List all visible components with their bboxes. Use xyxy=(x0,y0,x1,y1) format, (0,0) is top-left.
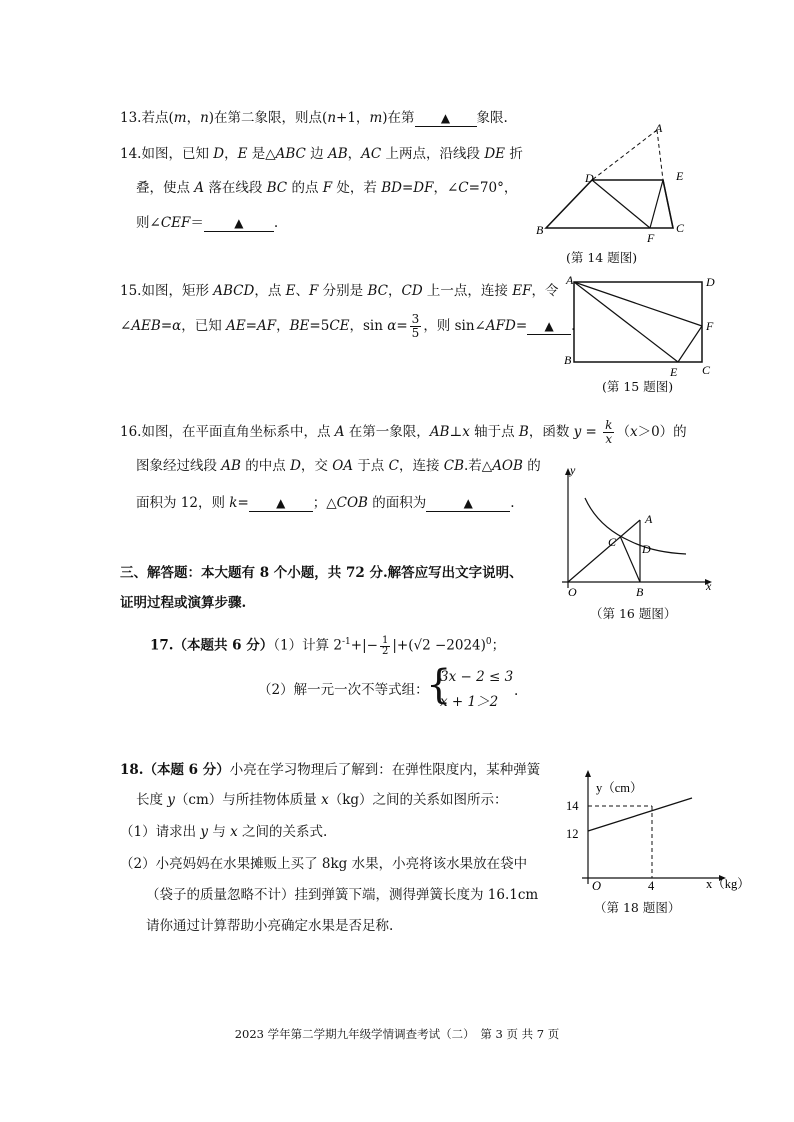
inequality-1: 3x − 2 ≤ 3 xyxy=(440,669,514,685)
question-18-part1: （1）请求出 y 与 x 之间的关系式. xyxy=(120,824,328,840)
fig18-tick-12: 12 xyxy=(566,827,579,841)
fraction-k-x: $\frac{k}{x}$ xyxy=(605,418,613,446)
fig14-label-D: D xyxy=(585,171,594,185)
answer-blank xyxy=(204,215,274,232)
question-17-part1: 17.（本题共 6 分）（1）计算 $2^{-1}+|-$ $\frac{1}{2}$ $|+(√2 -2024)^0$； xyxy=(150,634,506,657)
question-18-part2-line1: （2）小亮妈妈在水果摊贩上买了 8kg 水果，小亮将该水果放在袋中 xyxy=(120,856,528,872)
triangle-marker: ▲ xyxy=(544,319,554,333)
fig18-tick-14: 14 xyxy=(566,799,579,813)
figure-16 xyxy=(548,462,723,602)
answer-blank xyxy=(426,495,510,512)
question-18-part2-line2: （袋子的质量忽略不计）挂到弹簧下端，测得弹簧长度为 16.1cm xyxy=(146,887,539,903)
fig18-tick-4: 4 xyxy=(648,879,655,893)
fraction-1-2: $\frac{1}{2}$ xyxy=(381,634,389,657)
fig16-label-O: O xyxy=(568,585,577,599)
fig14-label-A: A xyxy=(655,121,663,135)
question-16-line3: 面积为 12，则 k= ▲ ；△COB 的面积为 ▲ . xyxy=(136,495,515,511)
fig16-label-y: y xyxy=(570,463,576,477)
fig14-label-F: F xyxy=(647,231,655,245)
fig14-label-B: B xyxy=(536,223,544,237)
answer-blank xyxy=(415,110,477,127)
fig14-label-C: C xyxy=(676,221,685,235)
fig15-label-D: D xyxy=(706,275,715,289)
question-15-line1: 15.如图，矩形 ABCD，点 E、F 分别是 BC，CD 上一点，连接 EF，令 xyxy=(120,283,559,299)
triangle-marker: ▲ xyxy=(440,111,451,125)
fig15-label-F: F xyxy=(706,319,714,333)
question-13: 13.若点(m，n)在第二象限，则点(n+1，m)在第 ▲ 象限. xyxy=(120,110,508,126)
figure-18-caption: （第 18 题图） xyxy=(594,900,681,915)
question-14-line3: 则∠CEF＝ ▲ . xyxy=(136,215,279,231)
question-16-line1: 16.如图，在平面直角坐标系中，点 A 在第一象限，AB⊥x 轴于点 B，函数 y = $\frac{k}{x}$ （x＞0）的 xyxy=(120,418,687,446)
triangle-marker: ▲ xyxy=(463,496,473,510)
fig16-label-B: B xyxy=(636,585,644,599)
triangle-marker: ▲ xyxy=(276,496,286,510)
section-3-heading: 三、解答题：本大题有 8 个小题，共 72 分.解答应写出文字说明、 xyxy=(120,565,523,581)
fig16-label-x: x xyxy=(706,579,712,593)
fig15-label-C: C xyxy=(702,363,711,377)
fig15-label-B: B xyxy=(564,353,572,367)
inequality-brace: { xyxy=(426,662,452,708)
figure-18-graph xyxy=(556,766,756,896)
fig16-label-D: D xyxy=(642,542,651,556)
question-14-line2: 叠，使点 A 落在线段 BC 的点 F 处，若 BD=DF，∠C=70°， xyxy=(136,180,518,196)
question-18-line2: 长度 y（cm）与所挂物体质量 x（kg）之间的关系如图所示： xyxy=(136,792,508,808)
question-16-line2: 图象经过线段 AB 的中点 D，交 OA 于点 C，连接 CB.若△AOB 的 xyxy=(136,458,541,474)
inequality-period: . xyxy=(514,683,519,699)
fig16-label-A: A xyxy=(645,512,653,526)
question-14-line1: 14.如图，已知 D，E 是△ABC 边 AB，AC 上两点，沿线段 DE 折 xyxy=(120,146,523,162)
fig15-label-A: A xyxy=(566,273,574,287)
fig18-xlabel: x（kg） xyxy=(706,877,750,891)
section-3-heading-cont: 证明过程或演算步骤. xyxy=(120,595,247,611)
figure-15-caption: (第 15 题图) xyxy=(602,379,674,394)
question-17-part2: （2）解一元一次不等式组： xyxy=(258,682,429,698)
question-18-part2-line3: 请你通过计算帮助小亮确定水果是否足称. xyxy=(146,918,394,934)
figure-14-caption: (第 14 题图) xyxy=(566,250,638,265)
page-footer: 2023 学年第二学期九年级学情调查考试（二） 第 3 页 共 7 页 xyxy=(234,1027,560,1041)
question-15-line2: ∠AEB=α，已知 AE=AF，BE=5CE，sin α= $\frac{3}{5}$ ，则 sin∠AFD= ▲ . xyxy=(120,312,576,340)
fig18-origin: O xyxy=(592,879,602,893)
figure-16-caption: （第 16 题图） xyxy=(590,606,677,621)
fig18-ylabel: y（cm） xyxy=(596,781,643,795)
fig15-label-E: E xyxy=(670,365,678,378)
answer-blank xyxy=(249,495,313,512)
figure-15 xyxy=(560,270,720,378)
triangle-marker: ▲ xyxy=(234,216,244,230)
fig16-label-C: C xyxy=(608,535,617,549)
fraction-3-5: $\frac{3}{5}$ xyxy=(411,312,420,340)
fig14-label-E: E xyxy=(676,169,684,183)
question-18-line1: 18.（本题 6 分）小亮在学习物理后了解到：在弹性限度内，某种弹簧 xyxy=(120,762,541,778)
inequality-2: x + 1＞2 xyxy=(440,694,499,710)
figure-14 xyxy=(530,118,700,248)
